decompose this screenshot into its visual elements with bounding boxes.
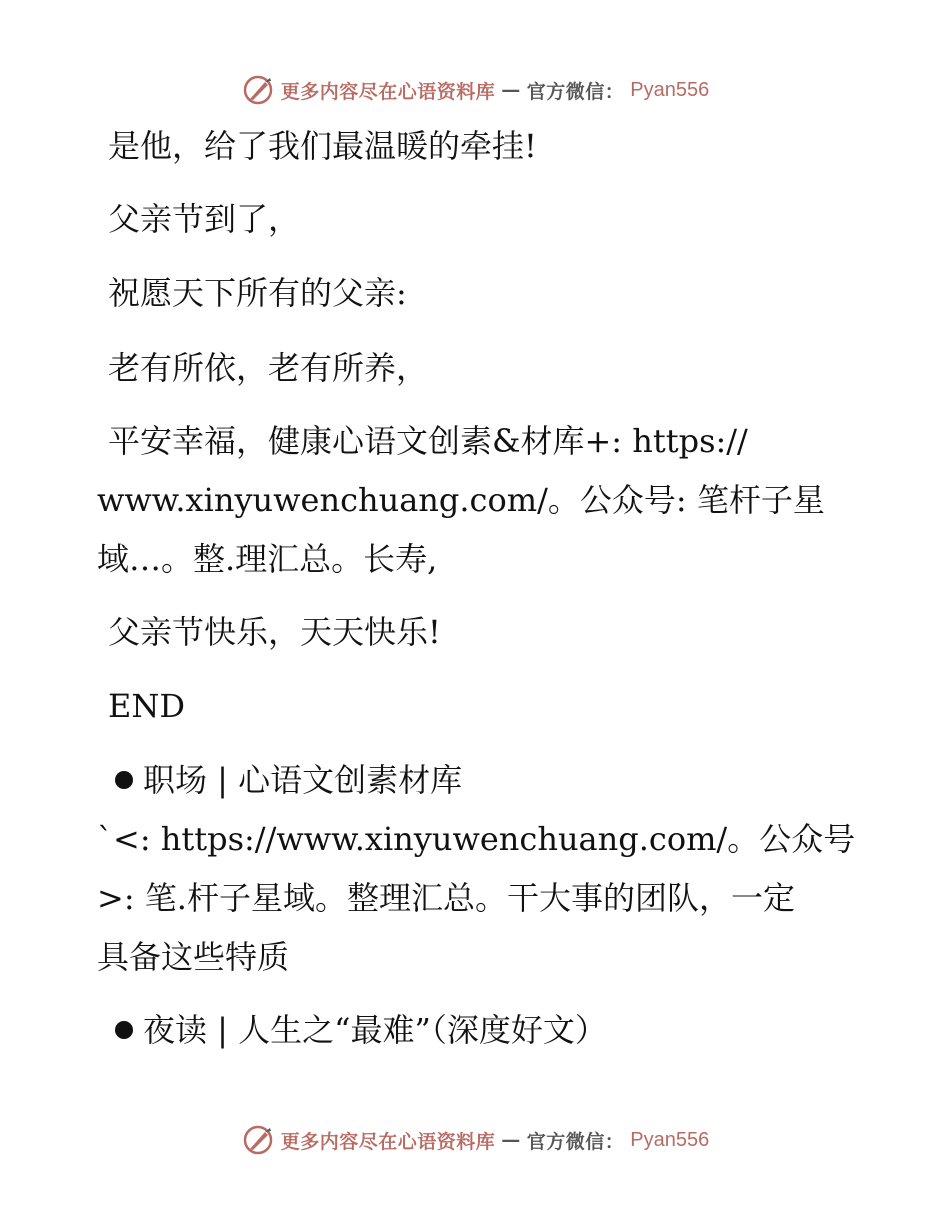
watermark-wechat-id: Pyan556 xyxy=(630,78,710,101)
watermark-site-name: 更多内容尽在心语资料库 xyxy=(280,80,496,103)
body-line: 父亲节到了， xyxy=(108,200,301,238)
related-link-night-reading[interactable] xyxy=(115,1010,607,1050)
feather-pen-logo-icon xyxy=(241,1123,275,1157)
body-line: 域…。整.理汇总。长寿, xyxy=(97,540,438,578)
feather-pen-logo-icon xyxy=(241,73,275,107)
related-link-text: `<: https://www.xinyuwenchuang.com/。公众号 xyxy=(97,820,856,858)
end-marker: END xyxy=(108,687,186,725)
watermark-dash: — xyxy=(501,79,521,101)
body-line: 父亲节快乐，天天快乐! xyxy=(108,613,441,651)
bullet-dot-icon xyxy=(115,1021,133,1039)
watermark-wechat-id: Pyan556 xyxy=(630,1128,710,1151)
body-line: 平安幸福，健康心语文创素&材库+: https:// xyxy=(108,422,748,460)
watermark-dash: — xyxy=(501,1129,521,1151)
related-link-text: >: 笔.杆子星域。整理汇总。干大事的团队，一定 xyxy=(97,879,795,917)
body-line: www.xinyuwenchuang.com/。公众号: 笔杆子星 xyxy=(97,481,825,519)
bullet-dot-icon xyxy=(115,771,133,789)
body-line: 祝愿天下所有的父亲: xyxy=(108,274,407,312)
body-line: 是他，给了我们最温暖的牵挂! xyxy=(108,127,537,165)
watermark-wechat-label: 官方微信： xyxy=(526,80,625,103)
watermark-site-name: 更多内容尽在心语资料库 xyxy=(280,1130,496,1153)
footer-watermark xyxy=(0,1120,950,1160)
body-line: 老有所依，老有所养， xyxy=(108,349,429,387)
related-link-workplace[interactable] xyxy=(115,760,462,800)
related-link-title: 夜读 | 人生之“最难”（深度好文） xyxy=(143,1011,607,1049)
header-watermark xyxy=(0,70,950,110)
related-link-text: 具备这些特质 xyxy=(97,938,290,976)
watermark-wechat-label: 官方微信： xyxy=(526,1130,625,1153)
related-link-title: 职场 | 心语文创素材库 xyxy=(143,761,463,799)
